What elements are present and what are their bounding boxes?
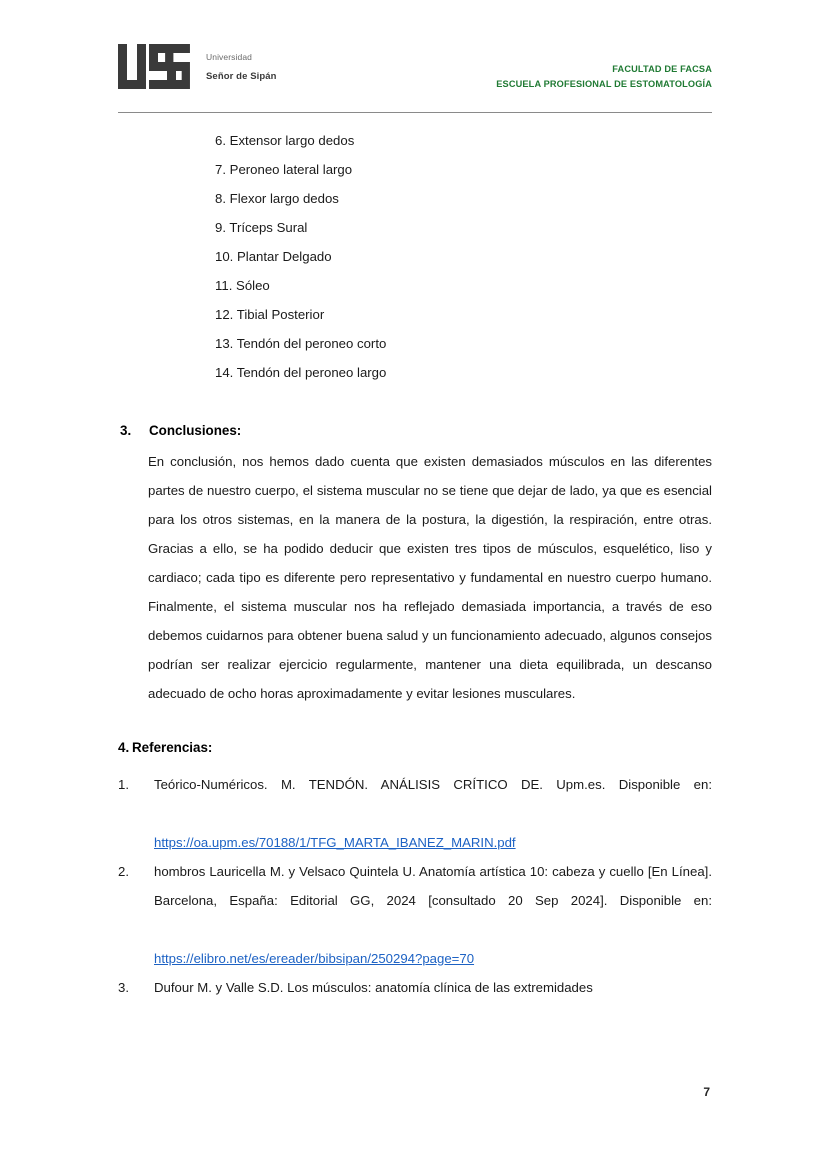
muscle-list	[118, 126, 712, 387]
reference-number: 3.	[118, 980, 129, 995]
reference-item	[118, 857, 712, 973]
list-item: 6. Extensor largo dedos	[215, 133, 355, 148]
reference-item	[118, 973, 712, 1002]
reference-text: Teórico-Numéricos. M. TENDÓN. ANÁLISIS CRÍTICO DE. Upm.es. Disponible en:	[154, 777, 712, 792]
faculty-header	[496, 62, 712, 92]
referencias-heading	[118, 740, 712, 755]
reference-body	[154, 857, 712, 973]
page-number: 7	[703, 1085, 710, 1099]
conclusiones-title: Conclusiones:	[149, 423, 242, 438]
reference-link[interactable]: https://oa.upm.es/70188/1/TFG_MARTA_IBANEZ_MARIN.pdf	[154, 835, 516, 850]
reference-text: hombros Lauricella M. y Velsaco Quintela U. Anatomía artística 10: cabeza y cuello [En Línea]. Barcelona, España: Editorial GG, 2024 [consultado 20 Sep 2024]. Disponible en:	[154, 864, 712, 908]
reference-body	[154, 770, 712, 857]
school-name: ESCUELA PROFESIONAL DE ESTOMATOLOGÍA	[496, 79, 712, 90]
uss-brand	[118, 44, 277, 95]
referencias-title: Referencias:	[132, 740, 213, 755]
uss-wordmark	[206, 44, 277, 85]
reference-body	[154, 973, 712, 1002]
conclusiones-paragraph: En conclusión, nos hemos dado cuenta que existen demasiados músculos en las diferentes partes de nuestro cuerpo, el sistema muscular no se tiene que dejar de lado, ya que es esencial para los otros sistemas, en la manera de la postura, la digestión, la respiración, entre otras. Gracias a ello, se ha podido deducir que existen tres tipos de músculos, esquelético, liso y cardiaco; cada tipo es diferente pero representativo y fundamental en nuestro cuerpo humano. Finalmente, el sistema muscular nos ha reflejado demasiada importancia, a través de eso debemos cuidarnos para obtener buena salud y un funcionamiento adecuado, algunos consejos podrían ser realizar ejercicio regularmente, mantener una dieta equilibrada, un descanso adecuado de ocho horas aproximadamente y evitar lesiones musculares.	[148, 454, 712, 701]
list-item: 11. Sóleo	[215, 278, 270, 293]
list-item: 9. Tríceps Sural	[215, 220, 308, 235]
header-divider	[118, 112, 712, 113]
brand-line-senor-de-sipan: Señor de Sipán	[206, 70, 277, 82]
references-list	[118, 770, 712, 1002]
list-item: 14. Tendón del peroneo largo	[215, 365, 387, 380]
list-item: 12. Tibial Posterior	[215, 307, 325, 322]
uss-logo-icon	[118, 44, 198, 95]
list-item: 10. Plantar Delgado	[215, 249, 332, 264]
conclusiones-heading	[118, 423, 712, 438]
reference-text: Dufour M. y Valle S.D. Los músculos: anatomía clínica de las extremidades	[154, 980, 593, 995]
list-item: 13. Tendón del peroneo corto	[215, 336, 387, 351]
list-item: 8. Flexor largo dedos	[215, 191, 339, 206]
page-header	[118, 44, 712, 102]
reference-number: 1.	[118, 777, 129, 792]
referencias-number: 4.	[118, 740, 130, 755]
faculty-name: FACULTAD DE FACSA	[612, 64, 712, 74]
reference-number: 2.	[118, 864, 129, 879]
list-item: 7. Peroneo lateral largo	[215, 162, 353, 177]
brand-line-universidad: Universidad	[206, 52, 252, 62]
reference-item	[118, 770, 712, 857]
reference-link[interactable]: https://elibro.net/es/ereader/bibsipan/250294?page=70	[154, 951, 475, 966]
document-content	[118, 126, 712, 1002]
conclusiones-number: 3.	[120, 423, 132, 438]
